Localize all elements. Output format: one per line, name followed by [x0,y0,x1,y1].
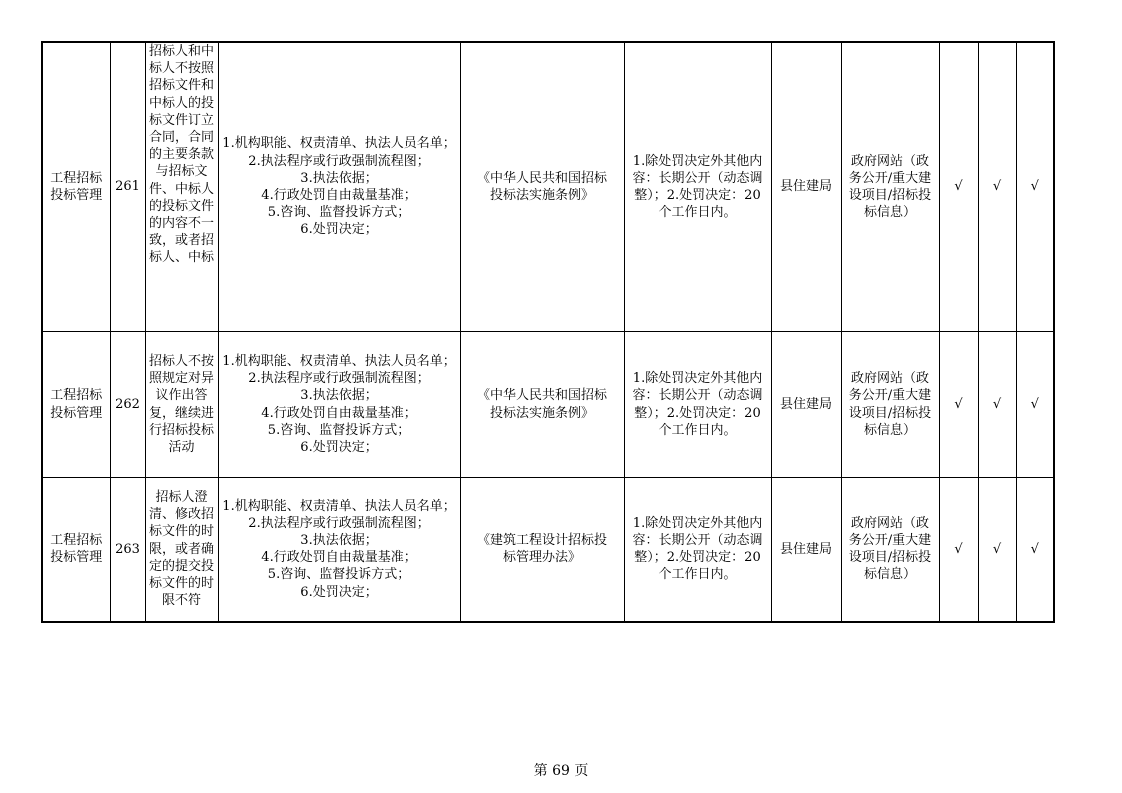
item-text: 招标人和中标人不按照招标文件和中标人的投标文件订立合同，合同的主要条款与招标文件、中标人的投标文件的内容不一致，或者招标人、中标 [148,44,214,266]
subject-cell: 县住建局 [771,332,841,478]
content-line: 6.处罚决定； [300,584,378,600]
table-row [42,478,1054,622]
time-cell: 1.除处罚决定外其他内容：长期公开（动态调整）；2.处罚决定：20个工作日内。 [624,332,771,478]
content-line: 3.执法依据； [300,170,378,186]
content-line: 1.机构职能、权责清单、执法人员名单； [222,136,456,152]
content-line: 2.执法程序或行政强制流程图； [248,515,430,531]
category-cell: 工程招标投标管理 [42,42,110,332]
basis-cell: 《中华人民共和国招标投标法实施条例》 [460,42,624,332]
subject-cell: 县住建局 [771,478,841,622]
table-row [42,42,1054,332]
category-cell: 工程招标投标管理 [42,332,110,478]
channel-cell: 政府网站（政务公开/重大建设项目/招标投标信息） [841,478,939,622]
content-cell [218,332,460,478]
content-line: 3.执法依据； [300,533,378,549]
number-cell: 261 [110,42,145,332]
check-mark: √ [978,478,1016,622]
content-line: 4.行政处罚自由裁量基准； [261,188,417,203]
content-cell [218,478,460,622]
content-line: 1.机构职能、权责清单、执法人员名单； [222,498,456,514]
subject-cell: 县住建局 [771,42,841,332]
content-line: 1.机构职能、权责清单、执法人员名单； [222,353,456,369]
number-cell: 262 [110,332,145,478]
content-cell [218,42,460,332]
content-line: 5.咨询、监督投诉方式； [267,567,411,583]
item-cell: 招标人不按照规定对异议作出答复，继续进行招标投标活动 [145,332,218,478]
check-mark: √ [978,42,1016,332]
category-cell: 工程招标投标管理 [42,478,110,622]
content-line: 5.咨询、监督投诉方式； [267,422,411,438]
table-row [42,332,1054,478]
check-mark: √ [978,332,1016,478]
check-mark: √ [939,42,978,332]
check-mark: √ [939,332,978,478]
disclosure-table [41,41,1055,623]
channel-cell: 政府网站（政务公开/重大建设项目/招标投标信息） [841,332,939,478]
content-line: 4.行政处罚自由裁量基准； [261,405,417,421]
item-cell [145,42,218,332]
number-cell: 263 [110,478,145,622]
check-mark: √ [1016,332,1054,478]
basis-cell: 《建筑工程设计招标投标管理办法》 [460,478,624,622]
content-line: 6.处罚决定； [300,222,378,238]
check-mark: √ [1016,42,1054,332]
content-line: 2.执法程序或行政强制流程图； [248,371,430,387]
content-line: 4.行政处罚自由裁量基准； [261,550,417,566]
time-cell: 1.除处罚决定外其他内容：长期公开（动态调整）；2.处罚决定：20个工作日内。 [624,42,771,332]
page-number: 第 69 页 [533,763,589,779]
basis-cell: 《中华人民共和国招标投标法实施条例》 [460,332,624,478]
check-mark: √ [939,478,978,622]
content-line: 6.处罚决定； [300,439,378,455]
check-mark: √ [1016,478,1054,622]
item-cell: 招标人澄清、修改招标文件的时限，或者确定的提交投标文件的时限不符 [145,478,218,622]
content-line: 3.执法依据； [300,388,378,404]
channel-cell: 政府网站（政务公开/重大建设项目/招标投标信息） [841,42,939,332]
content-line: 2.执法程序或行政强制流程图； [248,153,430,169]
content-line: 5.咨询、监督投诉方式； [267,205,411,221]
time-cell: 1.除处罚决定外其他内容：长期公开（动态调整）；2.处罚决定：20个工作日内。 [624,478,771,622]
